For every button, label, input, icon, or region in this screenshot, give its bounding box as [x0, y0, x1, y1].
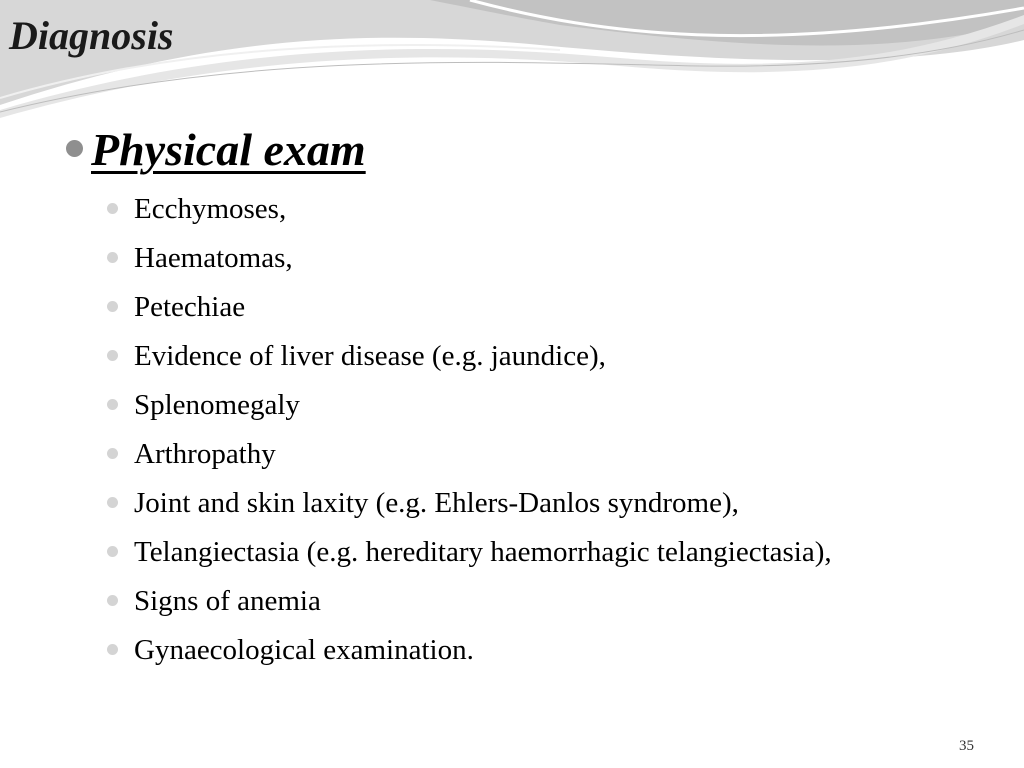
- list-item: [107, 185, 832, 234]
- bullet-icon: [107, 497, 118, 508]
- list-item-text: Signs of anemia: [134, 585, 321, 617]
- list-item: [107, 528, 832, 577]
- bullet-icon: [107, 448, 118, 459]
- list-item-text: Evidence of liver disease (e.g. jaundice),: [134, 340, 606, 372]
- list-item: [107, 234, 832, 283]
- physical-exam-list: [107, 185, 832, 675]
- list-item: [107, 381, 832, 430]
- bullet-icon: [107, 546, 118, 557]
- list-item-text: Ecchymoses,: [134, 193, 287, 225]
- bullet-icon: [107, 301, 118, 312]
- list-item: [107, 626, 832, 675]
- list-item: [107, 479, 832, 528]
- list-item-text: Gynaecological examination.: [134, 634, 474, 666]
- bullet-icon: [107, 399, 118, 410]
- list-item-text: Arthropathy: [134, 438, 276, 470]
- bullet-icon: [107, 644, 118, 655]
- level1-bullet-icon: [66, 140, 83, 157]
- list-item-text: Splenomegaly: [134, 389, 300, 421]
- bullet-icon: [107, 203, 118, 214]
- list-item: [107, 577, 832, 626]
- list-item: [107, 283, 832, 332]
- list-item-text: Petechiae: [134, 291, 246, 323]
- list-item-text: Haematomas,: [134, 242, 293, 274]
- bullet-icon: [107, 252, 118, 263]
- bullet-icon: [107, 595, 118, 606]
- physical-exam-heading: Physical exam: [91, 124, 366, 175]
- level1-bullet-item: [66, 122, 366, 178]
- slide-title: Diagnosis: [9, 13, 174, 58]
- list-item: [107, 332, 832, 381]
- list-item: [107, 430, 832, 479]
- list-item-text: Joint and skin laxity (e.g. Ehlers-Danlos syndrome),: [134, 487, 739, 519]
- page-number: 35: [959, 738, 974, 754]
- list-item-text: Telangiectasia (e.g. hereditary haemorrhagic telangiectasia),: [134, 536, 832, 568]
- bullet-icon: [107, 350, 118, 361]
